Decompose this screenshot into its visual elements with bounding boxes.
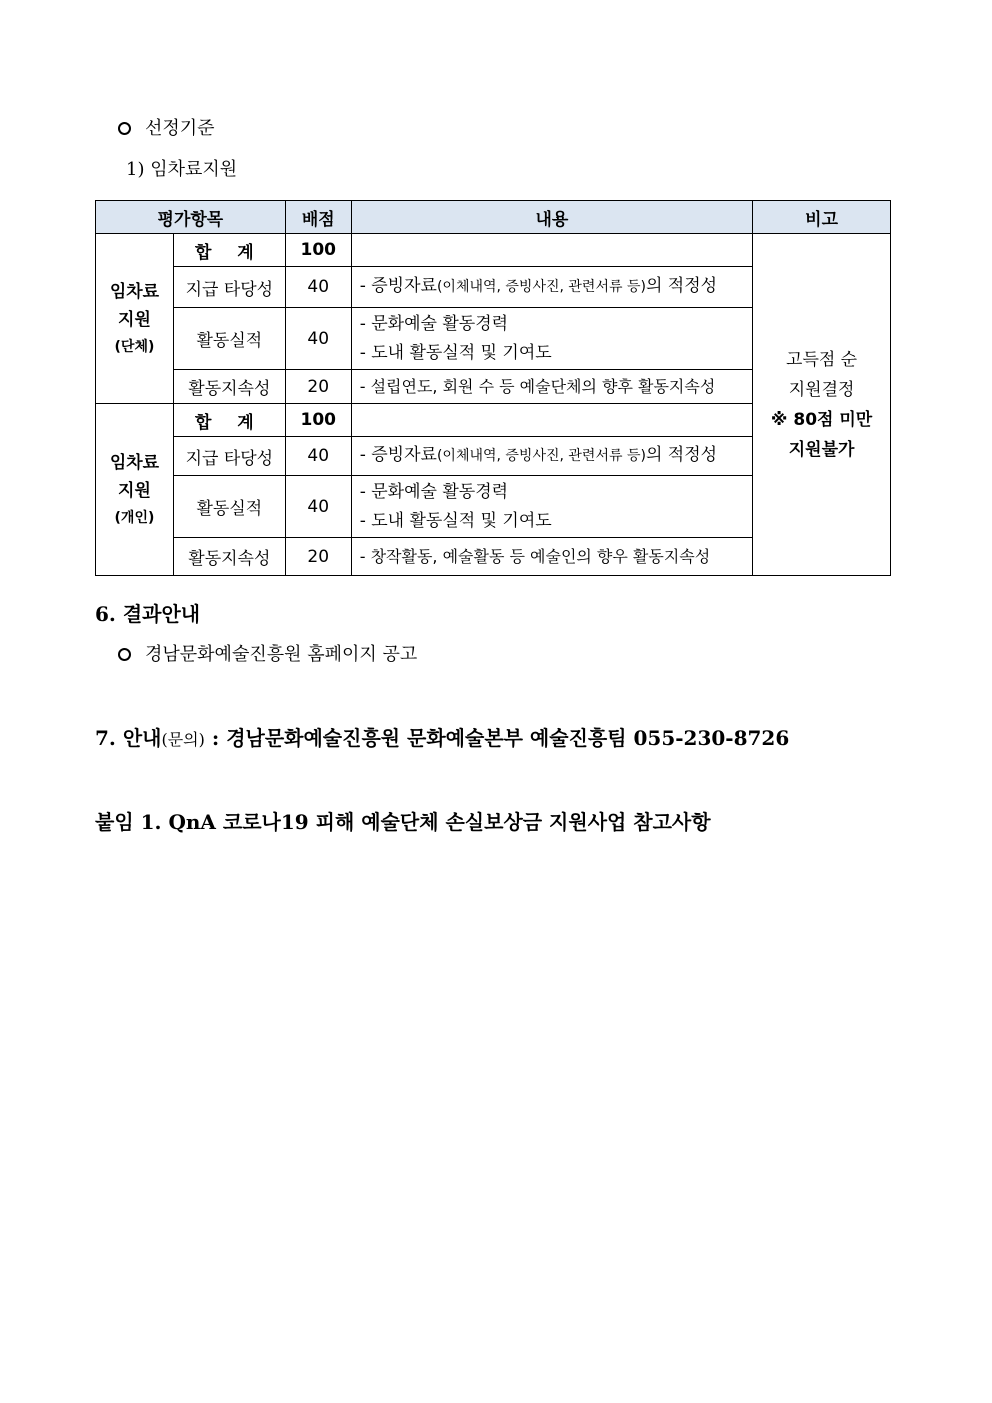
header-score: 배점 (285, 201, 351, 234)
total-score: 100 (285, 404, 351, 437)
attachment-line: 붙임 1. QnA 코로나19 피해 예술단체 손실보상금 지원사업 참고사항 (95, 810, 711, 834)
total-label: 합 계 (173, 234, 285, 267)
contact-line: 7. 안내(문의) : 경남문화예술진흥원 문화예술본부 예술진흥팀 055-230-8726 (95, 726, 790, 750)
circle-bullet-icon (118, 648, 131, 661)
table-row: 지급 타당성 40 - 증빙자료(이체내역, 증빙사진, 관련서류 등)의 적정성 (96, 267, 891, 308)
evaluation-criteria-table (95, 200, 891, 576)
header-note: 비고 (753, 201, 891, 234)
table-row: 활동실적 40 - 문화예술 활동경력 - 도내 활동실적 및 기여도 (96, 476, 891, 538)
table-row: 활동실적 40 - 문화예술 활동경력 - 도내 활동실적 및 기여도 (96, 308, 891, 370)
table-row: 활동지속성 20 - 창작활동, 예술활동 등 예술인의 향우 활동지속성 (96, 538, 891, 576)
table-header-row (96, 201, 891, 234)
total-label: 합 계 (173, 404, 285, 437)
total-content (351, 404, 752, 437)
header-eval-item: 평가항목 (96, 201, 286, 234)
circle-bullet-icon (118, 122, 131, 135)
table-row: 활동지속성 20 - 설립연도, 회원 수 등 예술단체의 향후 활동지속성 (96, 370, 891, 404)
result-heading: 6. 결과안내 (95, 602, 201, 626)
table-row (96, 234, 891, 267)
header-content: 내용 (351, 201, 752, 234)
total-content (351, 234, 752, 267)
table-row: 지급 타당성 40 - 증빙자료(이체내역, 증빙사진, 관련서류 등)의 적정성 (96, 437, 891, 476)
total-score: 100 (285, 234, 351, 267)
category-cell: 임차료 지원 (개인) (96, 404, 174, 576)
category-cell: 임차료 지원 (단체) (96, 234, 174, 404)
selection-criteria-heading: 선정기준 (118, 114, 215, 140)
rent-support-subheading: 1) 임차료지원 (126, 159, 238, 180)
result-bullet: 경남문화예술진흥원 홈페이지 공고 (118, 640, 417, 666)
note-cell: 고득점 순 지원결정 ※ 80점 미만 지원불가 (753, 234, 891, 576)
